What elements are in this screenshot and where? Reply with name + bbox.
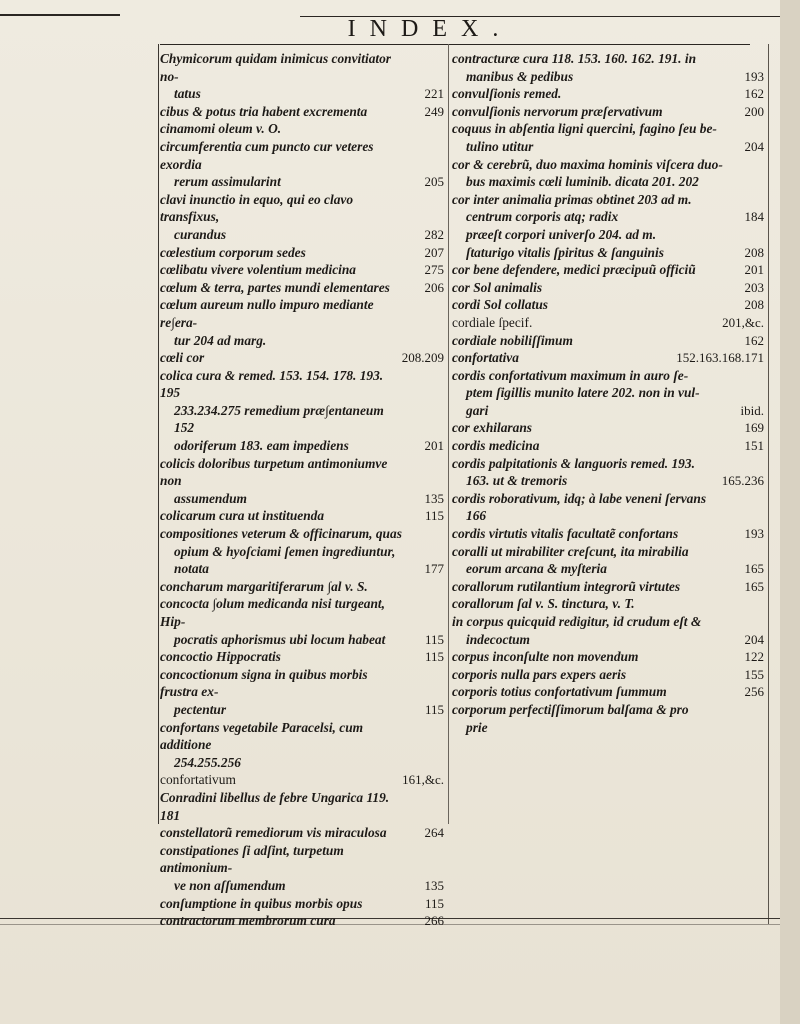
page-edge (780, 0, 800, 1024)
index-entry (160, 279, 446, 297)
index-entry (160, 771, 446, 789)
entry-term: conſumptione in quibus morbis opus (160, 895, 363, 911)
entry-continuation: tatus (174, 86, 201, 102)
page-reference: 184 (744, 209, 764, 225)
page-reference: 193 (744, 526, 764, 542)
page-reference: 193 (744, 68, 764, 84)
page-reference: 204 (744, 138, 764, 154)
index-entry (160, 578, 446, 596)
page-reference: 282 (424, 226, 444, 242)
entry-term: clavi inunctio in equo, qui eo clavo transfixus, (160, 191, 354, 225)
page-reference: 177 (424, 561, 444, 577)
page-reference: 135 (424, 877, 444, 893)
entry-continuation: gari (466, 402, 489, 418)
entry-continuation: pectentur (174, 701, 227, 717)
index-entry (452, 437, 766, 455)
page-reference: 155 (744, 666, 764, 682)
entry-term: confortativum (160, 772, 236, 788)
page-reference: 264 (424, 825, 444, 841)
page-reference: 165 (744, 561, 764, 577)
index-entry (452, 156, 766, 191)
entry-term: cibus & potus tria habent excrementa (160, 103, 368, 119)
entry-continuation: tulino utitur (466, 138, 534, 154)
entry-term: cordiale ſpecif. (452, 314, 533, 330)
entry-term: cor bene defendere, medici præcipuũ officiũ (452, 262, 696, 278)
entry-term: cordis roborativum, idq; à labe veneni ſervans (452, 490, 707, 506)
entry-term: cinamomi oleum v. O. (160, 121, 282, 137)
index-column-right (452, 50, 766, 736)
page-reference: 165 (744, 578, 764, 594)
entry-term: cordis virtutis vitalis facultatẽ confortans (452, 526, 679, 542)
index-entry (160, 595, 446, 648)
index-entry (160, 138, 446, 191)
index-entry (160, 719, 446, 772)
page-reference: 201 (424, 438, 444, 454)
index-entry (160, 842, 446, 895)
entry-term: coralli ut mirabiliter creſcunt, ita mirabilia (452, 543, 689, 559)
index-entry (160, 50, 446, 103)
index-entry (160, 789, 446, 824)
entry-term: cor & cerebrũ, duo maxima hominis viſcera duo- (452, 156, 723, 172)
index-entry (452, 296, 766, 314)
index-entry (452, 279, 766, 297)
entry-term: coquus in abſentia ligni quercini, fagino ſeu be- (452, 121, 717, 137)
entry-continuation: opium & hyoſciami ſemen ingrediuntur, (174, 543, 396, 559)
index-entry (160, 437, 446, 455)
index-entry (160, 261, 446, 279)
index-entry (452, 120, 766, 155)
entry-term: colica cura & remed. 153. 154. 178. 193. 195 (160, 367, 384, 401)
index-entry (160, 120, 446, 138)
entry-continuation: 166 (466, 508, 487, 524)
entry-continuation: 233.234.275 remedium præ∫entaneum 152 (174, 402, 384, 436)
index-entry (452, 261, 766, 279)
page-reference: 115 (424, 895, 444, 911)
entry-term: cordis medicina (452, 438, 540, 454)
page-reference: 115 (424, 649, 444, 665)
entry-term: centrum corporis atq; radix (466, 209, 619, 225)
entry-term: corporis totius confortativum ſummum (452, 684, 667, 700)
index-entry (452, 525, 766, 543)
entry-term: cor exhilarans (452, 420, 532, 436)
entry-term: cor inter animalia primas obtinet 203 ad m. (452, 191, 692, 207)
page-reference: 266 (424, 913, 444, 929)
index-entry (160, 648, 446, 666)
entry-continuation: 254.255.256 (174, 754, 241, 770)
entry-term: odoriferum 183. eam impediens (174, 438, 349, 454)
entry-term: convulſionis nervorum præſervativum (452, 103, 663, 119)
entry-term: in corpus quicquid redigitur, id crudum eſt & (452, 614, 702, 629)
entry-continuation: curandus (174, 226, 227, 242)
page-reference: 161,&c. (402, 772, 444, 788)
index-entry (452, 103, 766, 121)
entry-term: concoctio Hippocratis (160, 649, 281, 665)
index-entry (160, 912, 446, 930)
entry-term: corallorum ſal v. S. tinctura, v. T. (452, 596, 635, 612)
entry-term: cœlum & terra, partes mundi elementares (160, 279, 390, 295)
entry-term: corallorum rutilantium integrorũ virtutes (452, 578, 681, 594)
page-reference: 162 (744, 86, 764, 102)
page-title: INDEX. (347, 16, 513, 42)
index-entry (452, 419, 766, 437)
entry-term: cordi Sol collatus (452, 297, 548, 313)
entry-term: colicarum cura ut instituenda (160, 508, 325, 524)
entry-continuation: assumendum (174, 490, 247, 506)
page-reference: 249 (424, 103, 444, 119)
entry-continuation: indecoctum (466, 631, 530, 647)
top-rule-left (0, 14, 120, 16)
index-entry (452, 244, 766, 262)
entry-continuation: 163. ut & tremoris (466, 473, 568, 489)
index-entry (452, 683, 766, 701)
page-reference: 205 (424, 174, 444, 190)
entry-continuation: rerum assimularint (174, 174, 281, 190)
index-entry (452, 314, 766, 332)
entry-term: præeſt corpori univerſo 204. ad m. (466, 226, 657, 242)
index-entry (452, 595, 766, 613)
page-reference: 151 (744, 438, 764, 454)
index-entry (160, 103, 446, 121)
page-reference: 162 (744, 332, 764, 348)
index-entry (452, 455, 766, 490)
entry-continuation: ve non aſſumendum (174, 877, 286, 893)
page-reference: 165.236 (721, 473, 764, 489)
page-reference: 152.163.168.171 (676, 350, 764, 366)
index-column-left (160, 50, 446, 930)
index-entry (452, 50, 766, 85)
page-reference: 208 (744, 244, 764, 260)
title-rule (160, 44, 750, 45)
index-entry (160, 296, 446, 349)
entry-term: concocta ∫olum medicanda nisi turgeant, Hip- (160, 596, 385, 629)
index-entry (160, 244, 446, 262)
index-entry (452, 578, 766, 596)
frame-right-line (768, 44, 769, 924)
entry-term: cor Sol animalis (452, 279, 543, 295)
entry-term: contractorum membrorum cura (160, 913, 336, 929)
index-entry (452, 85, 766, 103)
index-entry (452, 613, 766, 648)
index-entry (452, 332, 766, 350)
page-reference: 115 (424, 631, 444, 647)
entry-term: compositiones veterum & officinarum, quas (160, 526, 402, 542)
page-reference: 208 (744, 297, 764, 313)
entry-continuation: manibus & pedibus (466, 68, 574, 84)
entry-continuation: prie (466, 719, 488, 735)
entry-term: cordis palpitationis & languoris remed. 193. (452, 455, 695, 471)
page-reference: 201 (744, 262, 764, 278)
index-entry (160, 455, 446, 508)
index-entry (160, 666, 446, 719)
index-entry (452, 701, 766, 736)
entry-term: convulſionis remed. (452, 86, 562, 102)
page-reference: 203 (744, 279, 764, 295)
index-entry (160, 367, 446, 437)
column-divider (448, 44, 449, 824)
page-reference: 122 (744, 649, 764, 665)
entry-term: ſtaturigo vitalis ſpiritus & ſanguinis (466, 244, 664, 260)
entry-continuation: bus maximis cœli luminib. dicata 201. 202 (466, 174, 699, 190)
page-reference: 135 (424, 490, 444, 506)
index-entry (452, 648, 766, 666)
page-reference: 208.209 (401, 350, 444, 366)
index-entry (452, 666, 766, 684)
index-entry (160, 895, 446, 913)
index-entry (452, 226, 766, 244)
index-entry (452, 208, 766, 226)
entry-term: corporum perfectiſſimorum balſama & pro (452, 701, 689, 717)
entry-term: cœlum aureum nullo impuro mediante re∫era- (160, 297, 374, 330)
page-reference: 207 (424, 244, 444, 260)
entry-term: cordis confortativum maximum in auro ſe- (452, 367, 689, 383)
page-reference: 256 (744, 684, 764, 700)
frame-left-line (158, 44, 159, 824)
page-reference: 200 (744, 103, 764, 119)
index-entry (452, 349, 766, 367)
index-entry (160, 525, 446, 578)
entry-term: circumferentia cum puncto cur veteres exordia (160, 138, 374, 172)
entry-term: constipationes ſi adſint, turpetum antimonium- (160, 842, 344, 876)
page-reference: 115 (424, 701, 444, 717)
entry-term: concharum margaritiferarum ∫al v. S. (160, 578, 368, 594)
entry-term: colicis doloribus turpetum antimoniumve non (160, 455, 388, 489)
page-reference: 275 (424, 262, 444, 278)
page-reference: 206 (424, 279, 444, 295)
page-reference: ibid. (740, 402, 764, 418)
entry-continuation: notata (174, 561, 209, 577)
entry-continuation: eorum arcana & myſteria (466, 561, 607, 577)
entry-term: contracturæ cura 118. 153. 160. 162. 191. in (452, 51, 697, 66)
page-reference: 201,&c. (722, 314, 764, 330)
index-entry (160, 349, 446, 367)
entry-term: confortativa (452, 350, 519, 366)
entry-term: corporis nulla pars expers aeris (452, 666, 627, 682)
index-entry (452, 367, 766, 420)
page-reference: 115 (424, 508, 444, 524)
entry-term: Chymicorum quidam inimicus convitiator no- (160, 51, 392, 84)
index-entry (452, 490, 766, 525)
entry-term: cordiale nobiliſſimum (452, 332, 573, 348)
entry-term: cœlibatu vivere volentium medicina (160, 262, 356, 278)
entry-continuation: tur 204 ad marg. (174, 332, 267, 348)
index-entry (452, 543, 766, 578)
entry-term: cœlestium corporum sedes (160, 244, 306, 260)
entry-term: cœli cor (160, 350, 205, 366)
entry-term: confortans vegetabile Paracelsi, cum additione (160, 719, 364, 753)
index-entry (160, 507, 446, 525)
page-reference: 169 (744, 420, 764, 436)
index-entry (452, 191, 766, 209)
entry-term: corpus inconſulte non movendum (452, 649, 639, 665)
page-reference: 204 (744, 631, 764, 647)
page-reference: 221 (424, 86, 444, 102)
entry-continuation: ptem ſigillis munito latere 202. non in vul- (466, 385, 700, 401)
entry-continuation: pocratis aphorismus ubi locum habeat (174, 631, 386, 647)
entry-term: Conradini libellus de febre Ungarica 119. 181 (160, 789, 390, 823)
index-entry (160, 191, 446, 244)
entry-term: concoctionum signa in quibus morbis frustra ex- (160, 666, 368, 700)
entry-term: constellatorũ remediorum vis miraculosa (160, 825, 387, 841)
index-entry (160, 824, 446, 842)
